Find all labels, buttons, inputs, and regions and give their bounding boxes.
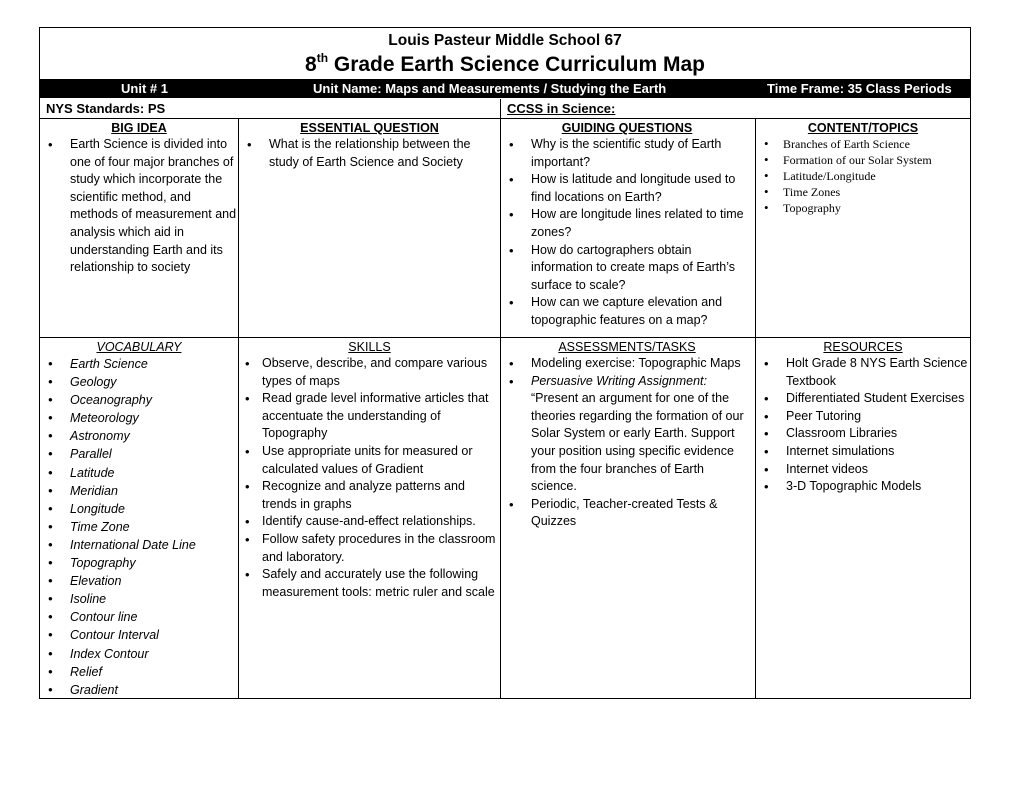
resources-heading: RESOURCES (823, 340, 903, 354)
big-idea-list (40, 136, 238, 277)
title-text: Grade Earth Science Curriculum Map (328, 53, 705, 76)
content-topics-heading: CONTENT/TOPICS (807, 121, 919, 135)
list-item: • Formation of our Solar System (756, 152, 970, 168)
list-item: • Read grade level informative articles that accentuate the understanding of Topography (239, 390, 500, 443)
vocabulary-list (40, 355, 238, 699)
list-item: • Why is the scientific study of Earth important? (501, 136, 753, 171)
big-idea-cell (40, 120, 238, 277)
skills-list (239, 355, 500, 601)
list-item: • Time Zone (40, 518, 238, 536)
list-item: • 3-D Topographic Models (756, 478, 970, 496)
essential-question-heading: ESSENTIAL QUESTION (300, 121, 439, 135)
list-item: • Recognize and analyze patterns and trends in graphs (239, 478, 500, 513)
list-item: • Latitude/Longitude (756, 168, 970, 184)
list-item: • What is the relationship between the study of Earth Science and Society (239, 136, 500, 171)
list-item: • Meridian (40, 482, 238, 500)
assessments-list (501, 355, 753, 531)
standards-row (40, 99, 970, 119)
list-item: • Time Zones (756, 184, 970, 200)
list-item: • Gradient (40, 681, 238, 699)
list-item: • Relief (40, 663, 238, 681)
grade-suffix: th (316, 51, 329, 65)
content-topics-cell (756, 120, 970, 216)
list-item: • Latitude (40, 464, 238, 482)
resources-list (756, 355, 970, 496)
list-item: • Follow safety procedures in the classroom and laboratory. (239, 531, 500, 566)
big-idea-heading: BIG IDEA (111, 121, 167, 135)
list-item: • Index Contour (40, 645, 238, 663)
assessments-cell (501, 339, 753, 531)
assessments-heading: ASSESSMENTS/TASKS (558, 340, 696, 354)
vocabulary-heading: VOCABULARY (96, 340, 182, 354)
list-item: • Contour Interval (40, 626, 238, 644)
list-item: • Isoline (40, 590, 238, 608)
list-item: • Geology (40, 373, 238, 391)
skills-cell (239, 339, 500, 601)
list-item: • Branches of Earth Science (756, 136, 970, 152)
time-frame: Time Frame: 35 Class Periods (767, 81, 952, 96)
list-item: • Earth Science is divided into one of four major branches of study which incorporate the scientific method, and methods of measurement and analysis which aid in understanding Earth and its relationship to society (40, 136, 238, 277)
guiding-questions-cell (501, 120, 753, 330)
writing-assignment-text: “Present an argument for one of the theories regarding the formation of our Solar System or early Earth. Support your position using specific evidence from the four branches of Earth science. (531, 391, 744, 494)
list-item: • How is latitude and longitude used to find locations on Earth? (501, 171, 753, 206)
ccss-standards: CCSS in Science: (507, 101, 616, 116)
list-item: • How do cartographers obtain information to create maps of Earth’s surface to scale? (501, 242, 753, 295)
page-title (40, 51, 970, 77)
list-item: • Topography (756, 200, 970, 216)
list-item: • Meteorology (40, 409, 238, 427)
essential-question-cell (239, 120, 500, 171)
unit-name: Unit Name: Maps and Measurements / Studying the Earth (313, 81, 667, 96)
school-name: Louis Pasteur Middle School 67 (388, 32, 622, 49)
row-divider (40, 337, 970, 338)
list-item: • Modeling exercise: Topographic Maps (501, 355, 753, 373)
list-item: • Observe, describe, and compare various types of maps (239, 355, 500, 390)
list-item: • Topography (40, 554, 238, 572)
curriculum-map (39, 27, 971, 699)
list-item: • Safely and accurately use the following measurement tools: metric ruler and scale (239, 566, 500, 601)
list-item: • Identify cause-and-effect relationships. (239, 513, 500, 531)
list-item: • Holt Grade 8 NYS Earth Science Textbook (756, 355, 970, 390)
essential-question-list (239, 136, 500, 171)
list-item: • Elevation (40, 572, 238, 590)
list-item: • Contour line (40, 608, 238, 626)
list-item: • Internet videos (756, 461, 970, 479)
list-item: • Peer Tutoring (756, 408, 970, 426)
resources-cell (756, 339, 970, 496)
list-item: • International Date Line (40, 536, 238, 554)
list-item (501, 373, 753, 496)
list-item: • Differentiated Student Exercises (756, 390, 970, 408)
list-item: • Use appropriate units for measured or calculated values of Gradient (239, 443, 500, 478)
list-item: • Oceanography (40, 391, 238, 409)
list-item: • Classroom Libraries (756, 425, 970, 443)
unit-bar (40, 79, 970, 98)
skills-heading: SKILLS (348, 340, 391, 354)
unit-number: Unit # 1 (121, 81, 168, 96)
content-topics-list (756, 136, 970, 216)
list-item: • Longitude (40, 500, 238, 518)
list-item: • Earth Science (40, 355, 238, 373)
list-item: • Astronomy (40, 427, 238, 445)
grade-number: 8 (305, 53, 317, 76)
list-item: • Internet simulations (756, 443, 970, 461)
list-item: • How can we capture elevation and topographic features on a map? (501, 294, 753, 329)
vocabulary-cell (40, 339, 238, 699)
guiding-questions-list (501, 136, 753, 330)
list-item: • How are longitude lines related to time zones? (501, 206, 753, 241)
nys-standards: NYS Standards: PS (46, 101, 166, 116)
list-item: • Parallel (40, 445, 238, 463)
guiding-questions-heading: GUIDING QUESTIONS (561, 121, 693, 135)
writing-assignment-title: Persuasive Writing Assignment: (531, 373, 707, 388)
list-item: • Periodic, Teacher-created Tests & Quizzes (501, 496, 753, 531)
